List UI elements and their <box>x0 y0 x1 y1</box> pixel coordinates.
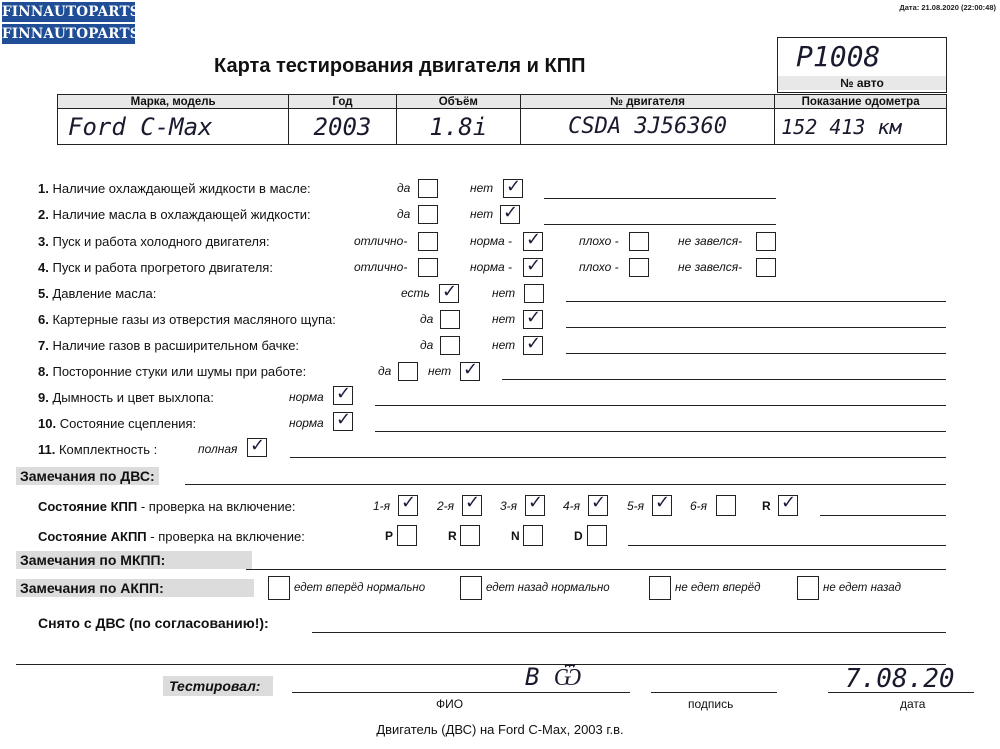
answer-line <box>502 379 946 380</box>
auto-option-label: не едет вперёд <box>675 582 761 594</box>
question-4 <box>38 260 273 275</box>
gear-checkbox[interactable] <box>588 492 608 516</box>
value-year: 2003 <box>289 109 396 145</box>
vehicle-table <box>57 94 947 145</box>
checkbox[interactable] <box>333 383 353 405</box>
question-number: 11. <box>38 442 56 457</box>
check-mark: ✓ <box>526 333 542 354</box>
gear-label: 2-я <box>437 499 455 513</box>
option-label: нет <box>428 364 452 378</box>
answer-line <box>375 431 946 432</box>
check-mark: ✓ <box>528 492 544 513</box>
gear-checkbox[interactable] <box>462 492 482 516</box>
checkbox[interactable] <box>523 229 543 251</box>
answer-line <box>185 484 946 485</box>
gear-checkbox[interactable] <box>778 492 798 516</box>
check-mark: ✓ <box>250 435 266 456</box>
fio-label: ФИО <box>436 697 464 711</box>
question-text: Посторонние стуки или шумы при работе: <box>52 364 307 379</box>
checkbox[interactable] <box>418 205 438 224</box>
option-label: да <box>378 364 392 378</box>
finnautoparts-logo: FINNAUTOPARTS <box>2 26 140 42</box>
answer-line <box>628 545 946 546</box>
option-label: отлично- <box>354 234 408 248</box>
check-mark: ✓ <box>526 229 542 250</box>
checkbox[interactable] <box>440 336 460 355</box>
gear-label: 3-я <box>500 499 518 513</box>
answer-line <box>290 457 946 458</box>
question-text: Пуск и работа прогретого двигателя: <box>52 260 273 275</box>
checkbox[interactable] <box>418 179 438 198</box>
timestamp: Дата: 21.08.2020 (22:00:48) <box>899 3 996 12</box>
question-number: 4. <box>38 260 49 275</box>
position-label: D <box>574 529 583 543</box>
auto-gearbox-label-rest: - проверка на включение: <box>146 529 305 544</box>
question-text: Состояние сцепления: <box>59 416 197 431</box>
remarks-manual-label: Замечания по МКПП: <box>16 551 252 569</box>
checkbox[interactable] <box>500 202 520 224</box>
question-number: 5. <box>38 286 49 301</box>
checkbox[interactable] <box>523 333 543 355</box>
question-text: Пуск и работа холодного двигателя: <box>52 234 270 249</box>
gear-checkbox[interactable] <box>652 492 672 516</box>
auto-number-label: № авто <box>778 76 946 90</box>
question-text: Давление масла: <box>52 286 157 301</box>
header-volume: Объём <box>396 95 520 109</box>
gear-label: 6-я <box>690 499 708 513</box>
question-6 <box>38 312 336 327</box>
check-mark: ✓ <box>526 255 542 276</box>
question-text: Наличие охлаждающей жидкости в масле: <box>52 181 311 196</box>
checkbox[interactable] <box>629 232 649 251</box>
image-caption: Двигатель (ДВС) на Ford C-Max, 2003 г.в. <box>376 722 624 737</box>
checkbox[interactable] <box>756 258 776 277</box>
option-label: нет <box>470 181 494 195</box>
question-text: Наличие масла в охлаждающей жидкости: <box>52 207 311 222</box>
question-number: 6. <box>38 312 49 327</box>
check-mark: ✓ <box>503 202 519 223</box>
date-handwritten: 7.08.20 <box>845 664 955 694</box>
checkbox[interactable] <box>460 359 480 381</box>
auto-number-box <box>777 37 947 93</box>
question-number: 10. <box>38 416 57 431</box>
option-label: нет <box>470 207 494 221</box>
check-mark: ✓ <box>465 492 481 513</box>
value-odometer: 152 413 км <box>775 109 947 145</box>
question-9 <box>38 390 214 405</box>
question-10 <box>38 416 196 431</box>
header-make-model: Марка, модель <box>58 95 289 109</box>
option-label: норма - <box>470 234 513 248</box>
check-mark: ✓ <box>781 492 797 513</box>
question-2 <box>38 207 311 222</box>
sign-line <box>651 692 777 693</box>
option-label: плохо - <box>579 260 619 274</box>
checkbox[interactable] <box>333 409 353 431</box>
answer-line <box>566 327 946 328</box>
option-label: отлично- <box>354 260 408 274</box>
auto-option-checkbox[interactable] <box>460 576 482 600</box>
question-5 <box>38 286 156 301</box>
check-mark: ✓ <box>401 492 417 513</box>
finnautoparts-logo: FINNAUTOPARTS <box>2 4 140 20</box>
checkbox[interactable] <box>523 255 543 277</box>
answer-line <box>312 632 946 633</box>
option-label: норма <box>289 416 324 430</box>
checkbox[interactable] <box>629 258 649 277</box>
position-checkbox[interactable] <box>523 525 543 546</box>
gear-checkbox[interactable] <box>716 495 736 516</box>
answer-line <box>16 664 946 665</box>
value-make-model: Ford C-Max <box>58 109 289 145</box>
page-title: Карта тестирования двигателя и КПП <box>214 55 586 77</box>
check-mark: ✓ <box>442 281 458 302</box>
question-text: Комплектность : <box>58 442 158 457</box>
removed-label: Снято с ДВС (по согласованию!): <box>38 615 269 631</box>
checkbox[interactable] <box>524 284 544 303</box>
gearbox-label-rest: - проверка на включение: <box>137 499 296 514</box>
checkbox[interactable] <box>247 435 267 457</box>
gear-label: 1-я <box>373 499 391 513</box>
option-label: да <box>397 181 411 195</box>
auto-option-label: едет назад нормально <box>486 582 610 594</box>
header-engine-number: № двигателя <box>520 95 774 109</box>
checkbox[interactable] <box>418 258 438 277</box>
question-number: 2. <box>38 207 49 222</box>
gear-label: 4-я <box>563 499 581 513</box>
option-label: нет <box>492 286 516 300</box>
check-mark: ✓ <box>526 307 542 328</box>
question-7 <box>38 338 299 353</box>
sign-label: подпись <box>688 697 734 711</box>
option-label: не завелся- <box>678 260 743 274</box>
option-label: нет <box>492 312 516 326</box>
fio-line <box>292 692 630 693</box>
position-label: P <box>385 529 394 543</box>
question-number: 1. <box>38 181 49 196</box>
question-text: Картерные газы из отверстия масляного щупа: <box>52 312 336 327</box>
question-1 <box>38 181 311 196</box>
question-text: Дымность и цвет выхлопа: <box>52 390 214 405</box>
option-label: есть <box>401 286 430 300</box>
gearbox-label-bold: Состояние КПП <box>38 499 138 514</box>
option-label: норма - <box>470 260 513 274</box>
option-label: норма <box>289 390 324 404</box>
remarks-auto-label: Замечания по АКПП: <box>16 579 254 597</box>
position-label: N <box>511 529 520 543</box>
question-3 <box>38 234 270 249</box>
question-number: 8. <box>38 364 49 379</box>
answer-line <box>375 405 946 406</box>
auto-gearbox-check-label <box>38 529 305 544</box>
auto-option-label: не едет назад <box>823 582 902 594</box>
value-volume: 1.8i <box>396 109 520 145</box>
date-label: дата <box>900 697 926 711</box>
check-mark: ✓ <box>336 383 352 404</box>
answer-line <box>566 353 946 354</box>
option-label: нет <box>492 338 516 352</box>
question-number: 3. <box>38 234 49 249</box>
answer-line <box>820 515 946 516</box>
remarks-engine-label: Замечания по ДВС: <box>16 467 159 485</box>
answer-line <box>544 198 776 199</box>
gear-label: 5-я <box>627 499 645 513</box>
question-11 <box>38 442 157 457</box>
auto-option-checkbox[interactable] <box>649 576 671 600</box>
checkbox[interactable] <box>439 281 459 303</box>
check-mark: ✓ <box>463 359 479 380</box>
option-label: полная <box>198 442 238 456</box>
header-odometer: Показание одометра <box>775 95 947 109</box>
answer-line <box>544 224 776 225</box>
option-label: да <box>420 338 434 352</box>
signature-text: В Ѿ <box>525 663 582 691</box>
check-mark: ✓ <box>506 176 522 197</box>
gear-checkbox[interactable] <box>398 492 418 516</box>
check-mark: ✓ <box>591 492 607 513</box>
auto-option-label: едет вперёд нормально <box>294 582 426 594</box>
position-checkbox[interactable] <box>460 525 480 546</box>
gear-label: R <box>762 499 771 513</box>
auto-option-checkbox[interactable] <box>268 576 290 600</box>
tested-by-box <box>163 676 273 696</box>
question-text: Наличие газов в расширительном бачке: <box>52 338 300 353</box>
checkbox[interactable] <box>440 310 460 329</box>
question-8 <box>38 364 306 379</box>
check-mark: ✓ <box>655 492 671 513</box>
question-number: 9. <box>38 390 49 405</box>
position-checkbox[interactable] <box>587 525 607 546</box>
auto-number-value: P1008 <box>796 40 881 73</box>
checkbox[interactable] <box>418 232 438 251</box>
gear-checkbox[interactable] <box>525 492 545 516</box>
gearbox-check-label <box>38 499 295 514</box>
value-engine-number: CSDA 3J56360 <box>520 109 774 145</box>
option-label: да <box>420 312 434 326</box>
checkbox[interactable] <box>503 176 523 198</box>
position-checkbox[interactable] <box>397 525 417 546</box>
auto-gearbox-label-bold: Состояние АКПП <box>38 529 147 544</box>
position-label: R <box>448 529 457 543</box>
option-label: плохо - <box>579 234 619 248</box>
answer-line <box>566 301 946 302</box>
option-label: да <box>397 207 411 221</box>
checkbox[interactable] <box>398 362 418 381</box>
checkbox[interactable] <box>756 232 776 251</box>
auto-option-checkbox[interactable] <box>797 576 819 600</box>
header-year: Год <box>289 95 396 109</box>
tested-by-label: Тестировал: <box>169 678 261 694</box>
question-number: 7. <box>38 338 49 353</box>
check-mark: ✓ <box>336 409 352 430</box>
answer-line <box>246 569 946 570</box>
checkbox[interactable] <box>523 307 543 329</box>
option-label: не завелся- <box>678 234 743 248</box>
